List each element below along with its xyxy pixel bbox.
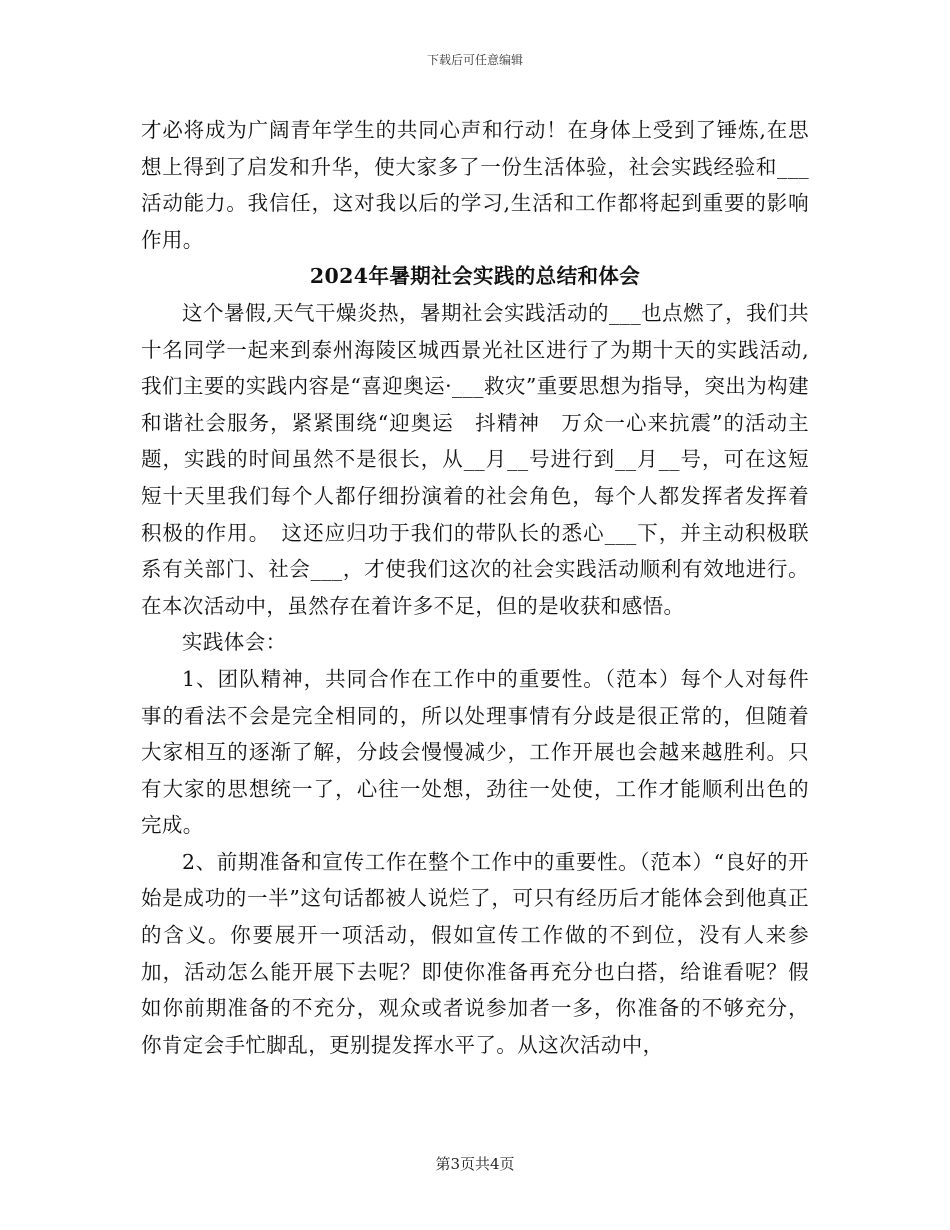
page-number: 第3页共4页 [435,1155,515,1173]
point-1-paragraph: 1、团队精神，共同合作在工作中的重要性。（范本）每个人对每件事的看法不会是完全相同的，所以处理事情有分歧是很正常的，但随着大家相互的逐渐了解，分歧会慢慢减少，工作开展也会越来越胜利。只有大家的思想统一了，心往一处想，劲往一处使，工作才能顺利出色的完成。 [141,666,809,838]
point-2-paragraph: 2、前期准备和宣传工作在整个工作中的重要性。（范本）“良好的开始是成功的一半”这句话都被人说烂了，可只有经历后才能体会到他真正的含义。你要展开一项活动，假如宣传工作做的不到位，没有人来参加，活动怎么能开展下去呢？即使你准备再充分也白搭，给谁看呢？假如你前期准备的不充分，观众或者说参加者一多，你准备的不够充分，你肯定会手忙脚乱，更别提发挥水平了。从这次活动中， [141,849,809,1057]
document-body [141,112,809,1063]
continuation-paragraph: 才必将成为广阔青年学生的共同心声和行动！在身体上受到了锤炼,在思想上得到了启发和升华，使大家多了一份生活体验，社会实践经验和___活动能力。我信任，这对我以后的学习,生活和工作都将起到重要的影响作用。 [141,118,809,252]
section-label: 实践体会： [182,630,287,655]
page-header: 下载后可任意编辑 [426,53,523,67]
document-title: 2024年暑期社会实践的总结和体会 [309,264,641,289]
intro-paragraph: 这个暑假,天气干燥炎热，暑期社会实践活动的___也点燃了，我们共十名同学一起来到泰州海陵区城西景光社区进行了为期十天的实践活动,我们主要的实践内容是“喜迎奥运·___救灾”重要思想为指导，突出为构建和谐社会服务，紧紧围绕“迎奥运 抖精神 万众一心来抗震”的活动主题，实践的时间虽然不是很长，从__月__号进行到__月__号，可在这短短十天里我们每个人都仔细扮演着的社会角色，每个人都发挥者发挥着积极的作用。 这还应归功于我们的带队长的悉心___下，并主动积极联系有关部门、社会___，才使我们这次的社会实践活动顺利有效地进行。在本次活动中，虽然存在着许多不足，但的是收获和感悟。 [141,300,809,618]
